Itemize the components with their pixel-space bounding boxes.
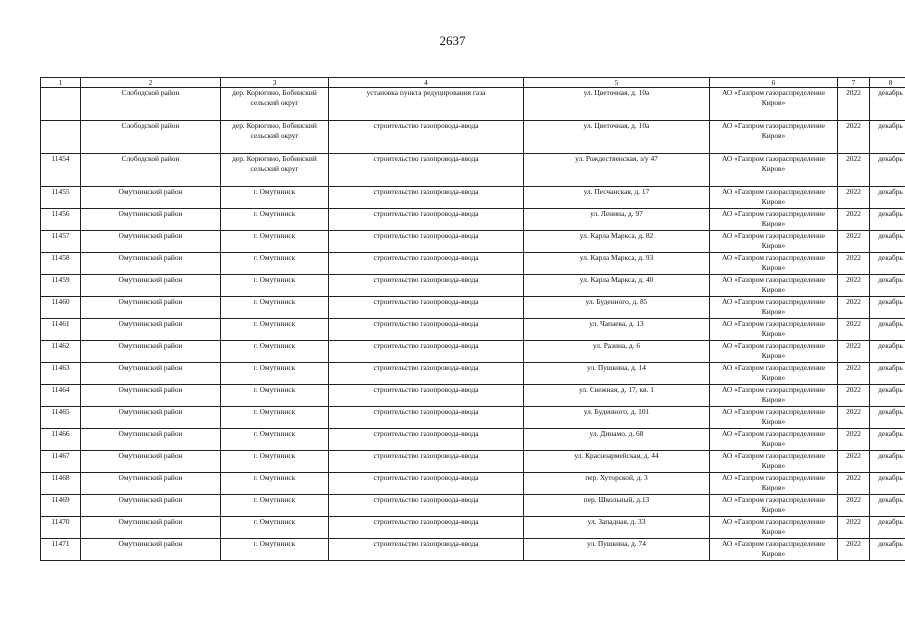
cell-locality: г. Омутнинск bbox=[221, 209, 329, 231]
cell-district: Омутнинский район bbox=[81, 297, 221, 319]
cell-month: декабрь bbox=[870, 209, 905, 231]
cell-row-number: 11464 bbox=[41, 385, 81, 407]
table-row bbox=[41, 539, 905, 561]
cell-row-number: 11462 bbox=[41, 341, 81, 363]
cell-work-type: строительство газопровода-ввода bbox=[329, 385, 524, 407]
cell-locality: г. Омутнинск bbox=[221, 451, 329, 473]
cell-locality: г. Омутнинск bbox=[221, 517, 329, 539]
table-row bbox=[41, 297, 905, 319]
cell-organization: АО «Газпром газораспределение Киров» bbox=[710, 231, 838, 253]
column-number-3: 3 bbox=[221, 78, 329, 88]
table-row bbox=[41, 473, 905, 495]
table-row bbox=[41, 187, 905, 209]
column-number-4: 4 bbox=[329, 78, 524, 88]
cell-year: 2022 bbox=[838, 319, 870, 341]
table-row bbox=[41, 341, 905, 363]
cell-month: декабрь bbox=[870, 88, 905, 121]
cell-district: Омутнинский район bbox=[81, 341, 221, 363]
cell-year: 2022 bbox=[838, 539, 870, 561]
cell-district: Слободской район bbox=[81, 88, 221, 121]
cell-locality: г. Омутнинск bbox=[221, 253, 329, 275]
table-row bbox=[41, 495, 905, 517]
cell-work-type: установка пункта редуцирования газа bbox=[329, 88, 524, 121]
cell-year: 2022 bbox=[838, 495, 870, 517]
cell-year: 2022 bbox=[838, 154, 870, 187]
cell-locality: г. Омутнинск bbox=[221, 539, 329, 561]
cell-row-number: 11471 bbox=[41, 539, 81, 561]
cell-address: пер. Хуторской, д. 3 bbox=[524, 473, 710, 495]
cell-organization: АО «Газпром газораспределение Киров» bbox=[710, 253, 838, 275]
cell-year: 2022 bbox=[838, 517, 870, 539]
cell-month: декабрь bbox=[870, 385, 905, 407]
cell-locality: дер. Корюгино, Бобинский сельский округ bbox=[221, 88, 329, 121]
cell-district: Слободской район bbox=[81, 154, 221, 187]
cell-row-number: 11468 bbox=[41, 473, 81, 495]
table-row bbox=[41, 319, 905, 341]
cell-district: Омутнинский район bbox=[81, 473, 221, 495]
cell-month: декабрь bbox=[870, 363, 905, 385]
cell-month: декабрь bbox=[870, 473, 905, 495]
cell-locality: дер. Корюгино, Бобинский сельский округ bbox=[221, 121, 329, 154]
cell-address: пер. Школьный, д.13 bbox=[524, 495, 710, 517]
cell-locality: г. Омутнинск bbox=[221, 275, 329, 297]
cell-row-number: 11458 bbox=[41, 253, 81, 275]
cell-work-type: строительство газопровода-ввода bbox=[329, 495, 524, 517]
table-body bbox=[41, 88, 905, 561]
cell-month: декабрь bbox=[870, 495, 905, 517]
cell-month: декабрь bbox=[870, 231, 905, 253]
cell-district: Омутнинский район bbox=[81, 451, 221, 473]
cell-locality: г. Омутнинск bbox=[221, 429, 329, 451]
cell-district: Омутнинский район bbox=[81, 407, 221, 429]
cell-locality: г. Омутнинск bbox=[221, 407, 329, 429]
cell-address: ул. Ленина, д. 97 bbox=[524, 209, 710, 231]
cell-organization: АО «Газпром газораспределение Киров» bbox=[710, 407, 838, 429]
cell-month: декабрь bbox=[870, 275, 905, 297]
cell-district: Омутнинский район bbox=[81, 275, 221, 297]
cell-row-number: 11455 bbox=[41, 187, 81, 209]
cell-row-number: 11469 bbox=[41, 495, 81, 517]
cell-row-number: 11467 bbox=[41, 451, 81, 473]
cell-district: Омутнинский район bbox=[81, 385, 221, 407]
cell-district: Омутнинский район bbox=[81, 539, 221, 561]
cell-organization: АО «Газпром газораспределение Киров» bbox=[710, 209, 838, 231]
table-row bbox=[41, 88, 905, 121]
cell-address: ул. Цветочная, д. 10а bbox=[524, 88, 710, 121]
cell-district: Слободской район bbox=[81, 121, 221, 154]
cell-organization: АО «Газпром газораспределение Киров» bbox=[710, 363, 838, 385]
cell-district: Омутнинский район bbox=[81, 517, 221, 539]
cell-month: декабрь bbox=[870, 187, 905, 209]
cell-work-type: строительство газопровода-ввода bbox=[329, 187, 524, 209]
cell-row-number: 11470 bbox=[41, 517, 81, 539]
cell-district: Омутнинский район bbox=[81, 363, 221, 385]
cell-locality: дер. Корюгино, Бобинский сельский округ bbox=[221, 154, 329, 187]
cell-row-number: 11466 bbox=[41, 429, 81, 451]
cell-row-number bbox=[41, 88, 81, 121]
cell-district: Омутнинский район bbox=[81, 495, 221, 517]
column-number-8: 8 bbox=[870, 78, 905, 88]
cell-organization: АО «Газпром газораспределение Киров» bbox=[710, 88, 838, 121]
cell-organization: АО «Газпром газораспределение Киров» bbox=[710, 121, 838, 154]
cell-address: ул. Буденного, д. 101 bbox=[524, 407, 710, 429]
cell-year: 2022 bbox=[838, 451, 870, 473]
table-row bbox=[41, 407, 905, 429]
cell-locality: г. Омутнинск bbox=[221, 319, 329, 341]
table-row bbox=[41, 121, 905, 154]
cell-address: ул. Карла Маркса, д. 93 bbox=[524, 253, 710, 275]
cell-year: 2022 bbox=[838, 121, 870, 154]
cell-year: 2022 bbox=[838, 473, 870, 495]
cell-work-type: строительство газопровода-ввода bbox=[329, 407, 524, 429]
cell-work-type: строительство газопровода-ввода bbox=[329, 539, 524, 561]
cell-row-number: 11454 bbox=[41, 154, 81, 187]
cell-address: ул. Свежная, д. 17, кв. 1 bbox=[524, 385, 710, 407]
cell-work-type: строительство газопровода-ввода bbox=[329, 429, 524, 451]
cell-locality: г. Омутнинск bbox=[221, 473, 329, 495]
cell-address: ул. Разина, д. 6 bbox=[524, 341, 710, 363]
cell-address: ул. Красноармейская, д. 44 bbox=[524, 451, 710, 473]
cell-year: 2022 bbox=[838, 407, 870, 429]
cell-year: 2022 bbox=[838, 363, 870, 385]
cell-organization: АО «Газпром газораспределение Киров» bbox=[710, 451, 838, 473]
document-table bbox=[40, 77, 905, 561]
cell-organization: АО «Газпром газораспределение Киров» bbox=[710, 187, 838, 209]
cell-work-type: строительство газопровода-ввода bbox=[329, 297, 524, 319]
cell-district: Омутнинский район bbox=[81, 253, 221, 275]
cell-work-type: строительство газопровода-ввода bbox=[329, 121, 524, 154]
cell-work-type: строительство газопровода-ввода bbox=[329, 319, 524, 341]
table-row bbox=[41, 231, 905, 253]
cell-organization: АО «Газпром газораспределение Киров» bbox=[710, 473, 838, 495]
cell-district: Омутнинский район bbox=[81, 231, 221, 253]
cell-year: 2022 bbox=[838, 341, 870, 363]
cell-locality: г. Омутнинск bbox=[221, 363, 329, 385]
cell-locality: г. Омутнинск bbox=[221, 297, 329, 319]
cell-month: декабрь bbox=[870, 154, 905, 187]
cell-work-type: строительство газопровода-ввода bbox=[329, 363, 524, 385]
cell-locality: г. Омутнинск bbox=[221, 187, 329, 209]
cell-district: Омутнинский район bbox=[81, 429, 221, 451]
cell-month: декабрь bbox=[870, 297, 905, 319]
table-row bbox=[41, 275, 905, 297]
cell-month: декабрь bbox=[870, 341, 905, 363]
cell-work-type: строительство газопровода-ввода bbox=[329, 253, 524, 275]
table-row bbox=[41, 385, 905, 407]
page-number: 2637 bbox=[439, 33, 466, 48]
cell-address: ул. Рождественская, з/у 47 bbox=[524, 154, 710, 187]
column-number-5: 5 bbox=[524, 78, 710, 88]
table-row bbox=[41, 253, 905, 275]
cell-row-number: 11460 bbox=[41, 297, 81, 319]
cell-organization: АО «Газпром газораспределение Киров» bbox=[710, 539, 838, 561]
table-row bbox=[41, 209, 905, 231]
cell-year: 2022 bbox=[838, 231, 870, 253]
cell-locality: г. Омутнинск bbox=[221, 495, 329, 517]
cell-month: декабрь bbox=[870, 319, 905, 341]
column-number-2: 2 bbox=[81, 78, 221, 88]
cell-locality: г. Омутнинск bbox=[221, 341, 329, 363]
table-row bbox=[41, 517, 905, 539]
cell-address: ул. Чапаева, д. 13 bbox=[524, 319, 710, 341]
cell-month: декабрь bbox=[870, 253, 905, 275]
cell-work-type: строительство газопровода-ввода bbox=[329, 154, 524, 187]
cell-locality: г. Омутнинск bbox=[221, 385, 329, 407]
cell-address: ул. Цветочная, д. 10а bbox=[524, 121, 710, 154]
cell-district: Омутнинский район bbox=[81, 319, 221, 341]
cell-month: декабрь bbox=[870, 121, 905, 154]
cell-row-number: 11465 bbox=[41, 407, 81, 429]
column-number-6: 6 bbox=[710, 78, 838, 88]
cell-row-number bbox=[41, 121, 81, 154]
cell-row-number: 11461 bbox=[41, 319, 81, 341]
cell-month: декабрь bbox=[870, 517, 905, 539]
table-header bbox=[41, 78, 905, 88]
cell-year: 2022 bbox=[838, 88, 870, 121]
cell-year: 2022 bbox=[838, 253, 870, 275]
table-row bbox=[41, 363, 905, 385]
cell-organization: АО «Газпром газораспределение Киров» bbox=[710, 495, 838, 517]
cell-organization: АО «Газпром газораспределение Киров» bbox=[710, 517, 838, 539]
cell-year: 2022 bbox=[838, 429, 870, 451]
cell-work-type: строительство газопровода-ввода bbox=[329, 275, 524, 297]
cell-organization: АО «Газпром газораспределение Киров» bbox=[710, 385, 838, 407]
cell-work-type: строительство газопровода-ввода bbox=[329, 209, 524, 231]
cell-row-number: 11456 bbox=[41, 209, 81, 231]
cell-work-type: строительство газопровода-ввода bbox=[329, 473, 524, 495]
table-row bbox=[41, 451, 905, 473]
cell-work-type: строительство газопровода-ввода bbox=[329, 517, 524, 539]
cell-locality: г. Омутнинск bbox=[221, 231, 329, 253]
cell-address: ул. Динамо, д. 68 bbox=[524, 429, 710, 451]
cell-district: Омутнинский район bbox=[81, 187, 221, 209]
cell-address: ул. Песчанская, д. 17 bbox=[524, 187, 710, 209]
cell-month: декабрь bbox=[870, 429, 905, 451]
cell-address: ул. Пушкина, д. 74 bbox=[524, 539, 710, 561]
cell-address: ул. Пушкина, д. 14 bbox=[524, 363, 710, 385]
cell-row-number: 11463 bbox=[41, 363, 81, 385]
cell-month: декабрь bbox=[870, 407, 905, 429]
cell-address: ул. Карла Маркса, д. 82 bbox=[524, 231, 710, 253]
column-number-1: 1 bbox=[41, 78, 81, 88]
table-row bbox=[41, 154, 905, 187]
cell-address: ул. Западная, д. 33 bbox=[524, 517, 710, 539]
cell-district: Омутнинский район bbox=[81, 209, 221, 231]
cell-work-type: строительство газопровода-ввода bbox=[329, 451, 524, 473]
cell-organization: АО «Газпром газораспределение Киров» bbox=[710, 275, 838, 297]
cell-organization: АО «Газпром газораспределение Киров» bbox=[710, 429, 838, 451]
cell-work-type: строительство газопровода-ввода bbox=[329, 231, 524, 253]
cell-year: 2022 bbox=[838, 385, 870, 407]
cell-month: декабрь bbox=[870, 539, 905, 561]
cell-address: ул. Карла Маркса, д. 40 bbox=[524, 275, 710, 297]
cell-organization: АО «Газпром газораспределение Киров» bbox=[710, 341, 838, 363]
column-number-7: 7 bbox=[838, 78, 870, 88]
cell-organization: АО «Газпром газораспределение Киров» bbox=[710, 297, 838, 319]
cell-year: 2022 bbox=[838, 297, 870, 319]
cell-month: декабрь bbox=[870, 451, 905, 473]
cell-row-number: 11459 bbox=[41, 275, 81, 297]
table-row bbox=[41, 429, 905, 451]
cell-year: 2022 bbox=[838, 275, 870, 297]
cell-address: ул. Буденного, д. 85 bbox=[524, 297, 710, 319]
cell-organization: АО «Газпром газораспределение Киров» bbox=[710, 319, 838, 341]
cell-year: 2022 bbox=[838, 209, 870, 231]
cell-year: 2022 bbox=[838, 187, 870, 209]
cell-row-number: 11457 bbox=[41, 231, 81, 253]
cell-organization: АО «Газпром газораспределение Киров» bbox=[710, 154, 838, 187]
cell-work-type: строительство газопровода-ввода bbox=[329, 341, 524, 363]
